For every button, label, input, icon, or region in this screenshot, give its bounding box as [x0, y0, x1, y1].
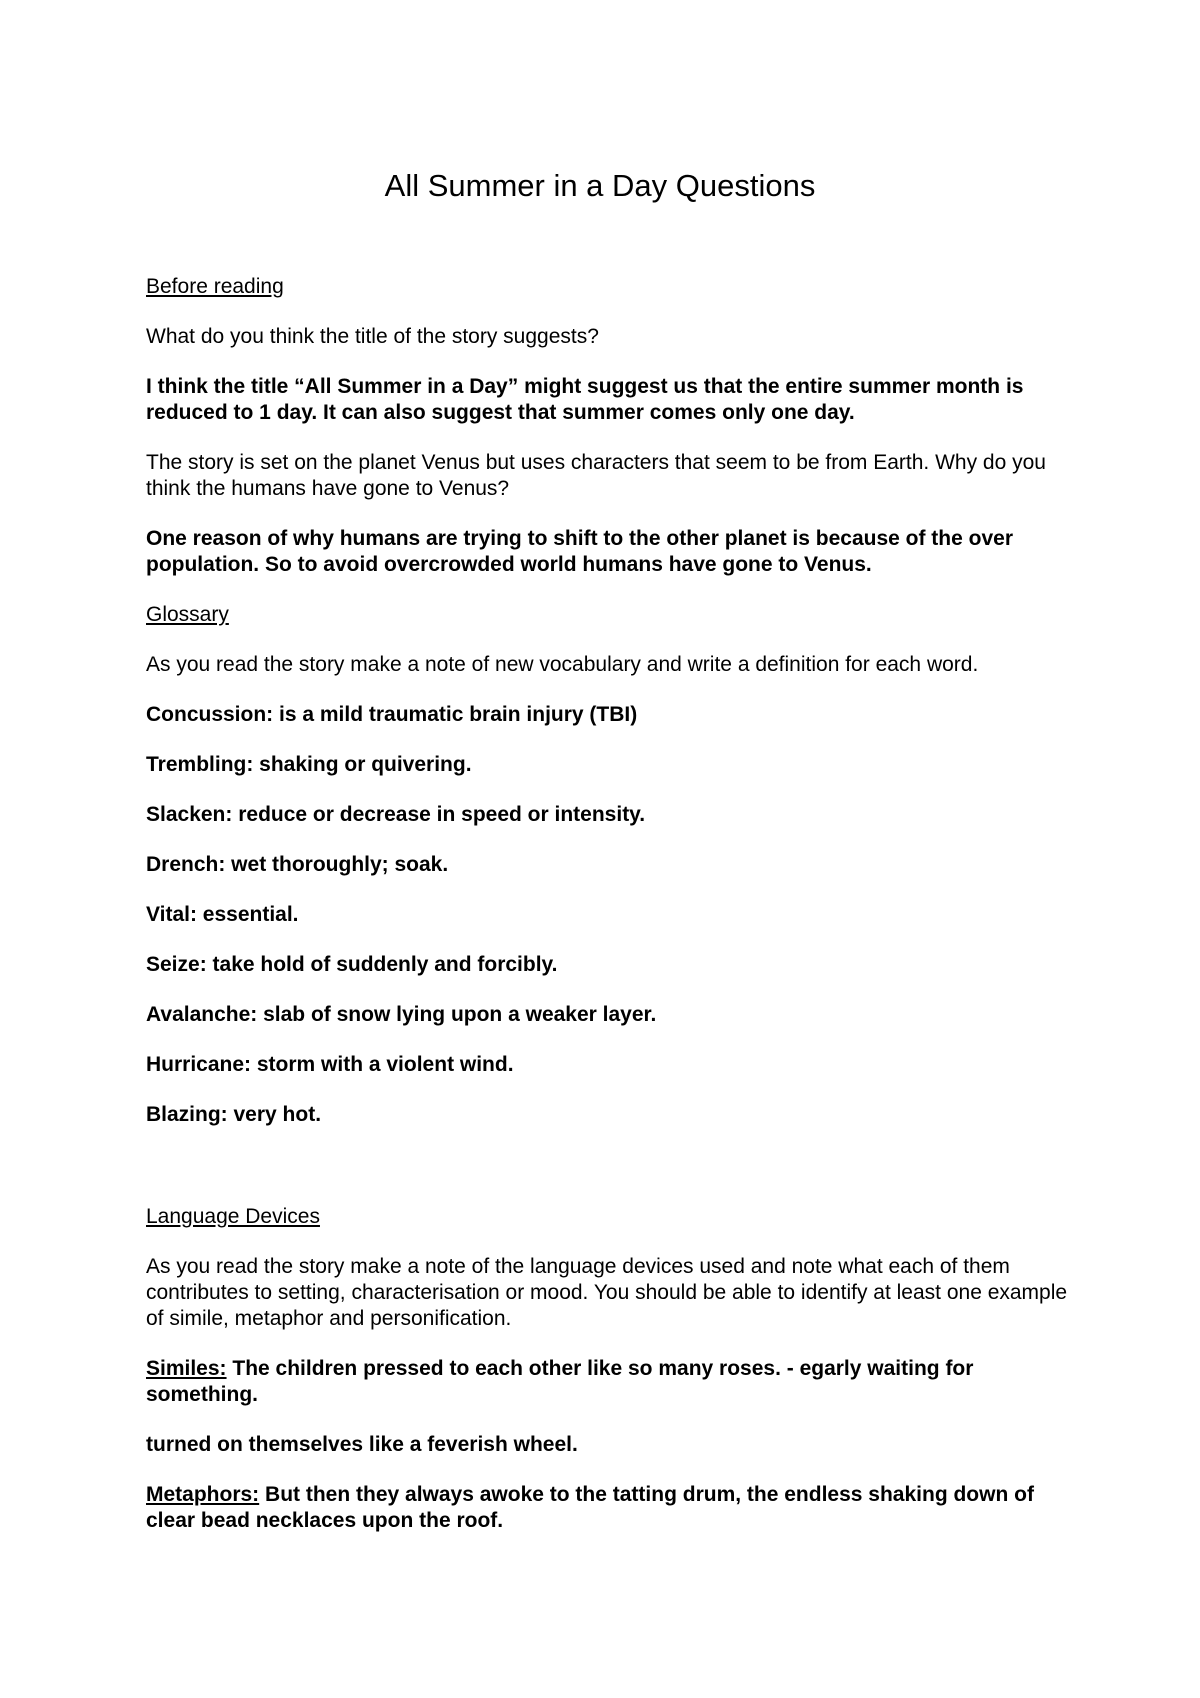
glossary-heading: Glossary — [146, 603, 229, 626]
glossary-item-drench: Drench: wet thoroughly; soak. — [146, 853, 449, 876]
glossary-item-hurricane: Hurricane: storm with a violent wind. — [146, 1053, 514, 1076]
similes-answer — [146, 1356, 1076, 1408]
question-why-venus: The story is set on the planet Venus but uses characters that seem to be from Earth. Why do you think the humans have gone to Venus? — [146, 451, 1046, 500]
metaphors-answer — [146, 1482, 1076, 1534]
glossary-item-trembling: Trembling: shaking or quivering. — [146, 753, 472, 776]
section-spacer — [146, 1152, 1076, 1204]
glossary-item-blazing: Blazing: very hot. — [146, 1103, 322, 1126]
similes-text: The children pressed to each other like so many roses. - egarly waiting for something. — [146, 1357, 974, 1406]
question-title-meaning: What do you think the title of the story suggests? — [146, 325, 599, 348]
language-devices-heading: Language Devices — [146, 1205, 320, 1228]
document-content — [146, 166, 1076, 1558]
answer-title-meaning: I think the title “All Summer in a Day” might suggest us that the entire summer month is reduced to 1 day. It can also suggest that summer comes only one day. — [146, 375, 1024, 424]
glossary-item-avalanche: Avalanche: slab of snow lying upon a weaker layer. — [146, 1003, 657, 1026]
glossary-item-seize: Seize: take hold of suddenly and forcibly. — [146, 953, 558, 976]
glossary-item-concussion: Concussion: is a mild traumatic brain injury (TBI) — [146, 703, 638, 726]
glossary-item-slacken: Slacken: reduce or decrease in speed or intensity. — [146, 803, 646, 826]
language-devices-instruction: As you read the story make a note of the language devices used and note what each of them contributes to setting, characterisation or mood. You should be able to identify at least one example of simile, metaphor and personification. — [146, 1255, 1068, 1330]
page-title: All Summer in a Day Questions — [384, 168, 816, 203]
glossary-instruction: As you read the story make a note of new vocabulary and write a definition for each word. — [146, 653, 979, 676]
similes-extra-answer: turned on themselves like a feverish wheel. — [146, 1433, 578, 1456]
metaphors-text: But then they always awoke to the tatting drum, the endless shaking down of clear bead necklaces upon the roof. — [146, 1483, 1034, 1532]
similes-label: Similes: — [146, 1357, 227, 1380]
answer-why-venus: One reason of why humans are trying to shift to the other planet is because of the over population. So to avoid overcrowded world humans have gone to Venus. — [146, 527, 1013, 576]
before-reading-heading: Before reading — [146, 275, 284, 298]
metaphors-label: Metaphors: — [146, 1483, 260, 1506]
glossary-item-vital: Vital: essential. — [146, 903, 299, 926]
